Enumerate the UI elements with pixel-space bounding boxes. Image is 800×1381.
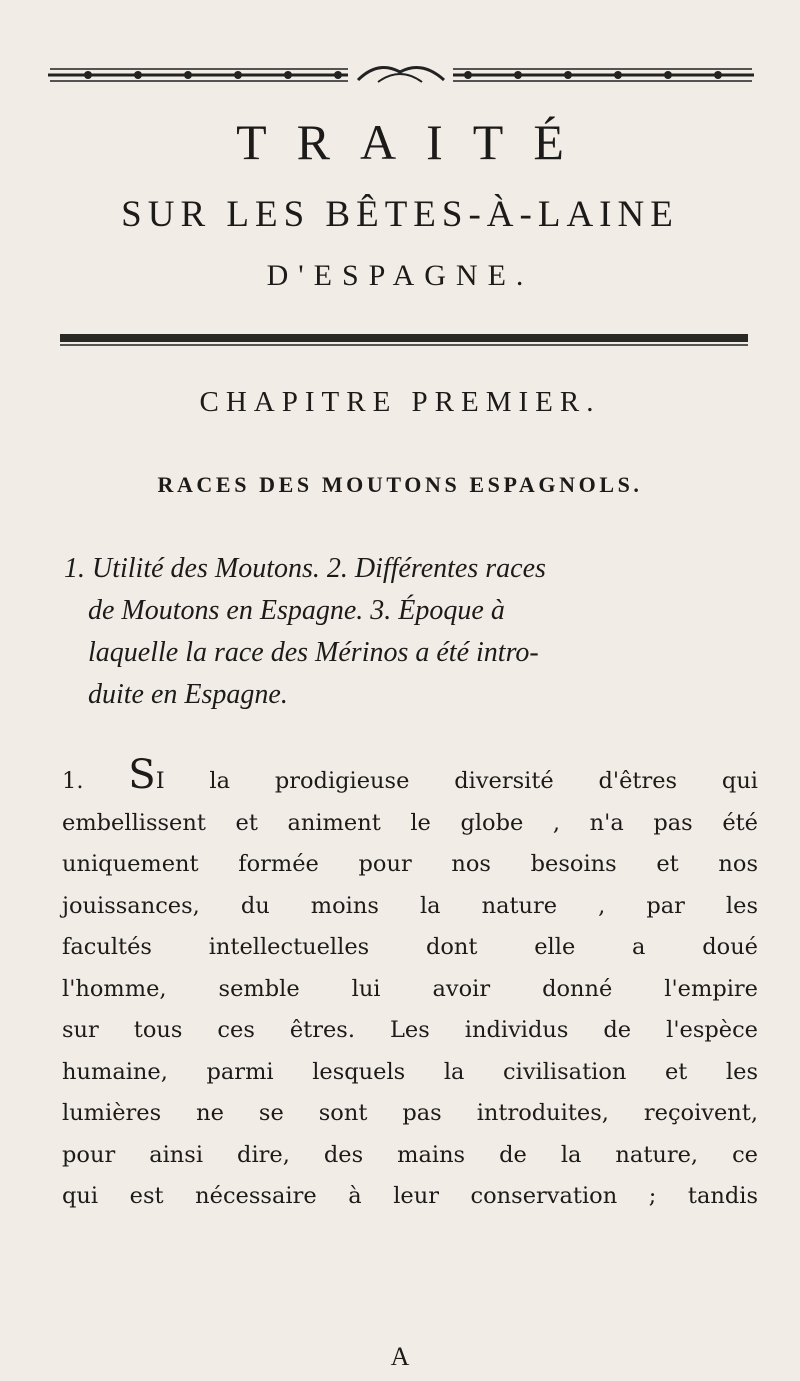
- decorative-ornament-band: [48, 58, 754, 90]
- body-line: sur tous ces êtres. Les individus de l'espèce: [62, 1017, 758, 1043]
- chapter-heading: CHAPITRE PREMIER.: [199, 386, 601, 418]
- summary-line: de Moutons en Espagne. 3. Époque à: [88, 595, 505, 626]
- summary-line: laquelle la race des Mérinos a été intro-: [88, 637, 539, 668]
- summary-line: 1. Utilité des Moutons. 2. Différentes races: [64, 553, 546, 584]
- body-line: facultés intellectuelles dont elle a doué: [62, 934, 758, 960]
- body-first-line-text: I la prodigieuse diversité d'êtres qui: [155, 768, 759, 794]
- body-line: humaine, parmi lesquels la civilisation et les: [62, 1058, 758, 1085]
- page-subtitle-country: D'ESPAGNE.: [266, 259, 534, 292]
- body-line: jouissances, du moins la nature , par les: [62, 892, 758, 919]
- page-subtitle: SUR LES BÊTES-À-LAINE: [121, 194, 679, 235]
- drop-letter: S: [128, 752, 156, 798]
- summary-line: duite en Espagne.: [88, 679, 288, 710]
- paragraph-number: 1.: [62, 768, 84, 794]
- body-line: uniquement formée pour nos besoins et nos: [62, 851, 758, 877]
- body-line: pour ainsi dire, des mains de la nature, ce: [62, 1141, 758, 1168]
- body-line: qui est nécessaire à leur conservation ; tandis: [62, 1183, 758, 1209]
- title-rule: [60, 334, 748, 342]
- body-line: lumières ne se sont pas introduites, reçoivent,: [62, 1100, 758, 1126]
- page-title: TRAITÉ: [236, 114, 594, 170]
- body-line: l'homme, semble lui avoir donné l'empire: [62, 975, 758, 1002]
- signature-mark: A: [390, 1342, 410, 1371]
- body-paragraph: [62, 752, 759, 1218]
- title-rule-thin: [60, 344, 748, 346]
- section-heading: RACES DES MOUTONS ESPAGNOLS.: [157, 472, 643, 497]
- chapter-summary: [64, 548, 754, 716]
- body-line: [62, 752, 759, 803]
- body-line: embellissent et animent le globe , n'a pas été: [62, 809, 758, 836]
